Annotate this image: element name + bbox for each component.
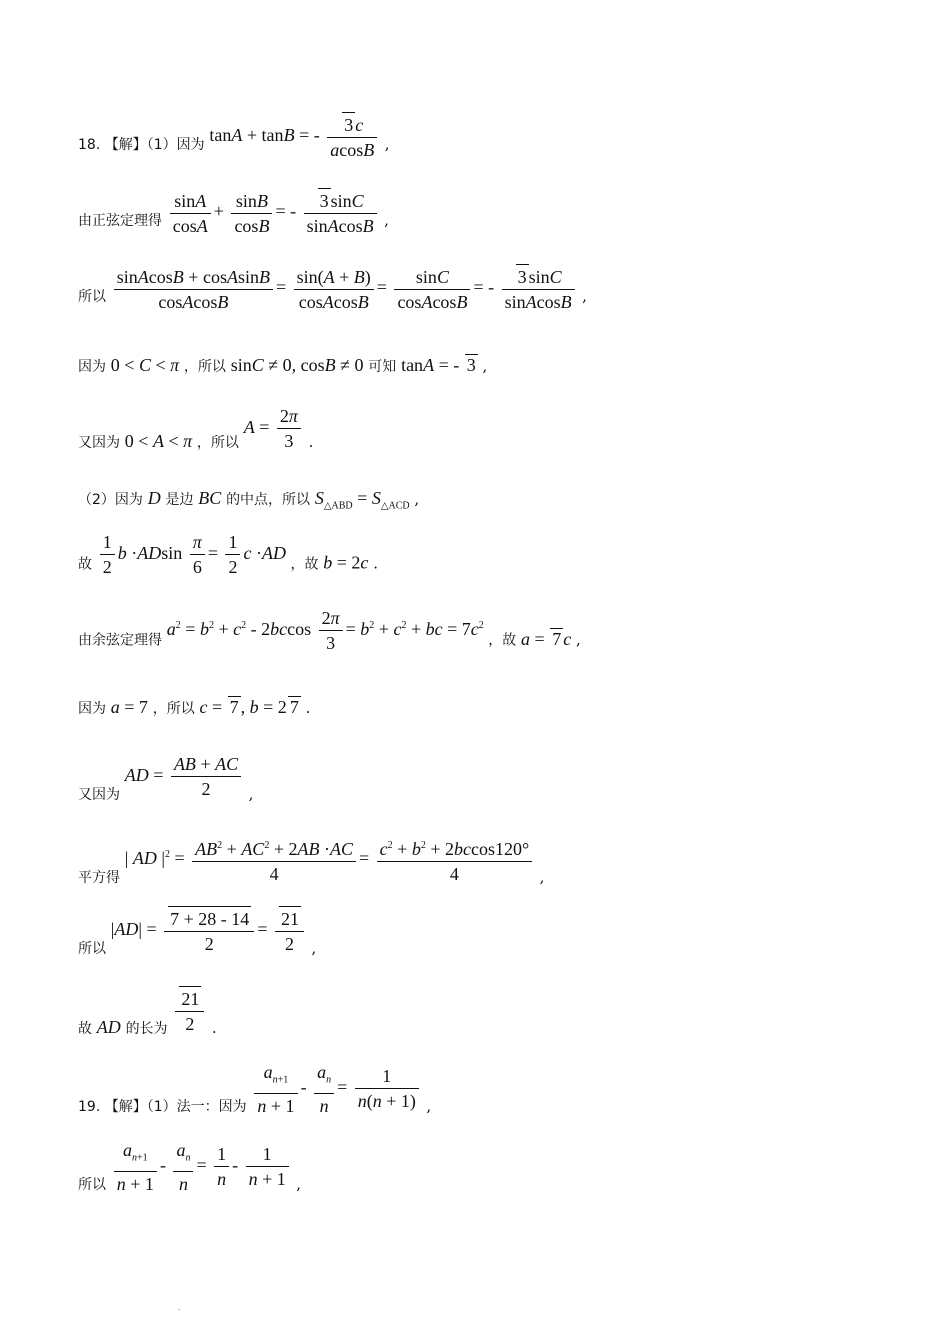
formula: tanA + tanB = - $\frac{3 c}{acosB}$ <box>209 125 384 145</box>
formula: b = 2c <box>323 552 369 573</box>
line-range-A: 又因为 0 < A < π ，所以 A = $\frac{2\pi}{3}$ . <box>78 406 314 451</box>
formula: $\frac{\sin A}{\cos A}$ + $\frac{\sin B}{\cos B}$ = - $\frac{3 \sin C}{\text{sinAcosB}}$ <box>167 201 384 221</box>
formula: BC <box>198 488 222 508</box>
formula: a = 7 <box>110 697 148 717</box>
line-label: 所以 <box>78 1176 106 1193</box>
formula: $a^2 = b^2 + c^2 - 2bccos$ $\frac{2\pi}{3}$ = $b^2 + c^2$ + bc = $7c^2$ <box>166 608 484 653</box>
line-sine-law: 由正弦定理得 $\frac{\sin A}{\cos A}$ + $\frac{\sin B}{\cos B}$ = - $\frac{3 \sin C}{\text{sinAcosB}}$ , <box>78 196 389 246</box>
line-label: 所以 <box>78 289 106 306</box>
line-label: （2）因为 <box>78 492 143 508</box>
formula: AD <box>96 1017 121 1038</box>
page-mark: . <box>178 1303 181 1312</box>
line-area-eq: 故 $\frac{1}{2}$ b ·ADsin $\frac{\pi}{6}$ = $\frac{1}{2}$ c ·AD ，故 b = 2c . <box>78 532 378 577</box>
formula: AD = $\frac{AB + AC}{2}$ <box>125 765 249 785</box>
line-label: 由余弦定理得 <box>78 632 162 649</box>
formula: D <box>147 488 161 508</box>
line-label: 又因为 <box>78 434 120 451</box>
formula: $\frac{a_{n+1}}{n + 1}$ - $\frac{a_n}{n}$ = $\frac{1}{n(n + 1)}$ <box>251 1077 426 1097</box>
line-label: 19. 【解】（1）法一：因为 <box>78 1098 247 1115</box>
formula: A = $\frac{2\pi}{3}$ <box>244 417 304 437</box>
formula: $\frac{\text{sinAcosB + cosAsinB}}{\text{cosAcosB}}$ = $\frac{\sin(A + B)}{\text{cosAcosB}}$ = $\frac{\sin C}{\text{cosAcosB}}$ = - $\frac{3 \sin C}{\text{sinAcosB}}$ <box>111 277 582 297</box>
line-therefore-1: 所以 $\frac{\text{sinAcosB + cosAsinB}}{\text{cosAcosB}}$ = $\frac{\sin(A + B)}{\text{cosAcosB}}$ = $\frac{\sin C}{\text{cosAcosB}}$ = - $\frac{3 \sin C}{\text{sinAcosB}}$ , <box>78 272 587 322</box>
formula: c = 7 , b = 2 7 <box>199 697 299 717</box>
formula: $\frac{1}{2}$ b ·ADsin $\frac{\pi}{6}$ = $\frac{1}{2}$ c ·AD <box>97 543 291 563</box>
line-label: 由正弦定理得 <box>78 213 162 230</box>
line-19-therefore: 所以 $\frac{a_{n+1}}{n + 1}$ - $\frac{a_n}{n}$ = $\frac{1}{n}$ - $\frac{1}{n + 1}$ , <box>78 1140 302 1194</box>
line-label: 18. 【解】（1）因为 <box>78 137 205 154</box>
line-cosine-law: 由余弦定理得 $a^2 = b^2 + c^2 - 2bccos$ $\frac{2\pi}{3}$ = $b^2 + c^2$ + bc = $7c^2$ ，故 a = 7 c , <box>78 608 581 653</box>
formula: tanA = - 3 <box>401 355 476 375</box>
line-AD-result: 故 AD 的长为 $\frac{21}{2}$ . <box>78 986 217 1036</box>
formula: $\frac{21}{2}$ <box>172 999 212 1019</box>
line-18-intro: 18. 【解】（1）因为 tanA + tanB = - $\frac{3 c}{acosB}$ , <box>78 120 390 170</box>
line-values: 因为 a = 7 ，所以 c = 7 , b = 2 7 . <box>78 697 311 717</box>
line-label: 因为 <box>78 701 106 717</box>
line-vector-AD: 又因为 AD = $\frac{AB + AC}{2}$ , <box>78 754 254 803</box>
line-label: 平方得 <box>78 870 120 887</box>
formula: sinC ≠ 0, cosB ≠ 0 <box>230 355 364 375</box>
line-range-C: 因为 0 < C < π ，所以 sinC ≠ 0, cosB ≠ 0 可知 tanA = - 3 , <box>78 355 488 375</box>
line-label: 因为 <box>78 359 106 375</box>
formula: | AD $|^2$ = $\frac{AB^2 + AC^2 + 2AB \cdot AC}{4}$ = $\frac{c^2 + b^2 + 2bccos120^\circ}{4}$ <box>125 848 540 868</box>
formula: $\frac{a_{n+1}}{n + 1}$ - $\frac{a_n}{n}$ = $\frac{1}{n}$ - $\frac{1}{n + 1}$ <box>111 1155 296 1175</box>
formula: |AD| = $\frac{7 + 28 - 14}{2}$ = $\frac{21}{2}$ <box>111 919 312 939</box>
formula: a = 7 c <box>521 628 572 649</box>
line-19-intro: 19. 【解】（1）法一：因为 $\frac{a_{n+1}}{n + 1}$ - $\frac{a_n}{n}$ = $\frac{1}{n(n + 1)}$ , <box>78 1062 432 1116</box>
line-label: 又因为 <box>78 786 120 803</box>
line-part2-midpoint: （2）因为 D 是边 BC 的中点，所以 $S_{\triangle ABD} = S_{\triangle ACD}$ , <box>78 488 420 512</box>
line-AD-length: 所以 |AD| = $\frac{7 + 28 - 14}{2}$ = $\frac{21}{2}$ , <box>78 906 316 956</box>
line-label: 故 <box>78 556 92 573</box>
formula: 0 < A < π <box>124 430 193 451</box>
line-label: 所以 <box>78 941 106 958</box>
line-label: 故 <box>78 1021 92 1038</box>
formula: $S_{\triangle ABD} = S_{\triangle ACD}$ <box>314 488 410 512</box>
formula: 0 < C < π <box>110 355 180 375</box>
line-square: 平方得 | AD $|^2$ = $\frac{AB^2 + AC^2 + 2AB \cdot AC}{4}$ = $\frac{c^2 + b^2 + 2bccos120^\circ}{4}$ , <box>78 834 544 886</box>
